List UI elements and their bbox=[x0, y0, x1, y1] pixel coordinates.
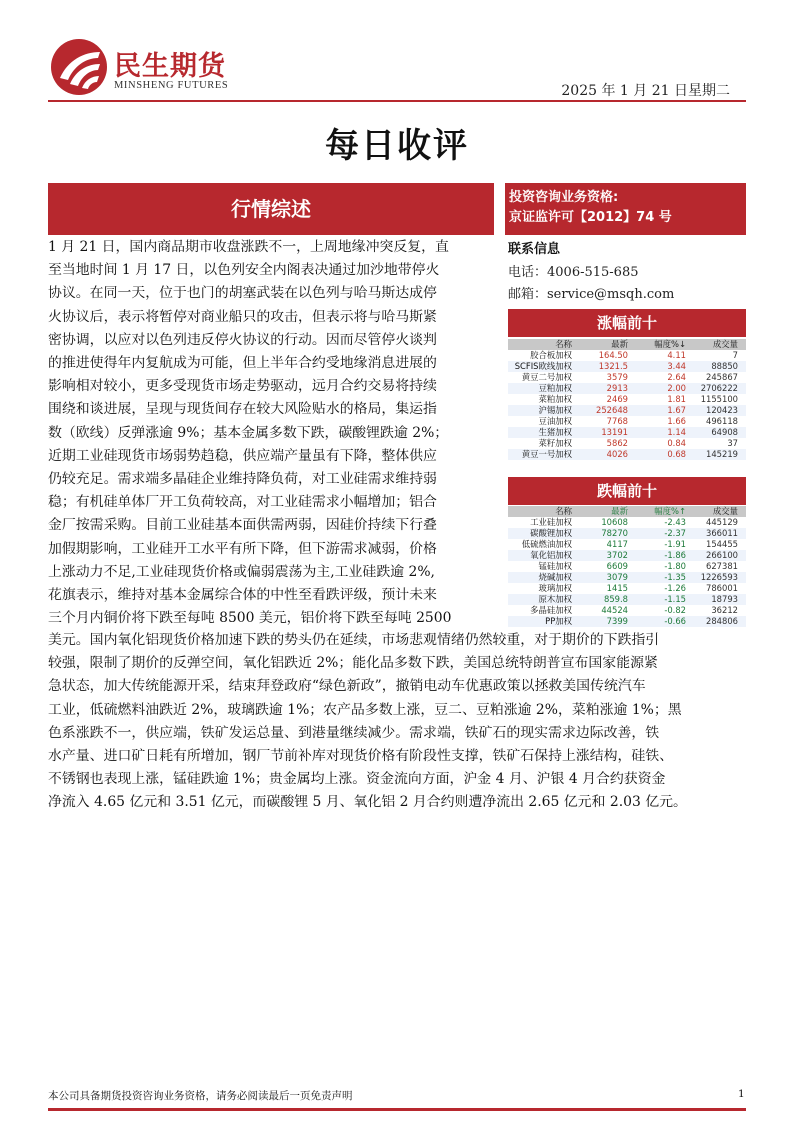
cell-name: 碳酸锂加权 bbox=[530, 528, 572, 538]
paragraph-line: 火协议后，表示将暂停对商业船只的攻击，但表示将与哈马斯紧 bbox=[48, 308, 437, 325]
minsheng-logo-icon bbox=[50, 38, 108, 96]
contact-email[interactable]: 邮箱：service@msqh.com bbox=[508, 287, 675, 302]
cell-change: -2.43 bbox=[664, 517, 686, 527]
paragraph-line: 协议。在同一天，位于也门的胡塞武装在以色列与哈马斯达成停 bbox=[48, 285, 437, 302]
table-row bbox=[508, 383, 746, 394]
cell-volume: 266100 bbox=[706, 550, 738, 560]
table-row bbox=[508, 561, 746, 572]
cell-name: 菜籽加权 bbox=[538, 438, 572, 448]
cell-latest: 10608 bbox=[601, 517, 628, 527]
cell-volume: 145219 bbox=[706, 449, 738, 459]
column-header-name: 名称 bbox=[555, 506, 572, 516]
cell-volume: 154455 bbox=[706, 539, 738, 549]
footer-disclaimer: 本公司具备期货投资咨询业务资格，请务必阅读最后一页免责声明 bbox=[48, 1090, 353, 1102]
paragraph-line: 三个月内铜价将下跌至每吨 8500 美元，铝价将下跌至每吨 2500 bbox=[48, 610, 452, 627]
cell-volume: 120423 bbox=[706, 405, 738, 415]
paragraph-line: 不锈钢也表现上涨，锰硅跌逾 1%；贵金属均上涨。资金流向方面，沪金 4 月、沪银 4 月合约获资金 bbox=[48, 771, 666, 788]
cell-change: 1.66 bbox=[667, 416, 686, 426]
table-row bbox=[508, 605, 746, 616]
page-title: 每日收评 bbox=[325, 126, 469, 166]
cell-volume: 18793 bbox=[711, 594, 738, 604]
paragraph-line: 影响相对较小，更多受现货市场走势驱动，远月合约交易将持续 bbox=[48, 378, 437, 395]
top-losers-table bbox=[508, 506, 746, 627]
cell-volume: 7 bbox=[732, 350, 738, 360]
cell-latest: 5862 bbox=[606, 438, 628, 448]
cell-volume: 366011 bbox=[706, 528, 738, 538]
cell-volume: 2706222 bbox=[700, 383, 738, 393]
table-row bbox=[508, 372, 746, 383]
top-gainers-table bbox=[508, 339, 746, 463]
cell-volume: 627381 bbox=[706, 561, 738, 571]
column-header-change[interactable]: 幅度%↑ bbox=[654, 506, 686, 516]
cell-change: 1.81 bbox=[667, 394, 686, 404]
cell-change: -1.80 bbox=[664, 561, 686, 571]
cell-name: 工业硅加权 bbox=[530, 517, 572, 527]
paragraph-line: 色系涨跌不一，供应端，铁矿发运总量、到港量继续减少。需求端，铁矿石的现实需求边际改善，铁 bbox=[48, 724, 660, 741]
cell-name: 生猪加权 bbox=[538, 427, 572, 437]
cell-change: -1.26 bbox=[664, 583, 686, 593]
table-row bbox=[508, 438, 746, 449]
cell-change: 2.64 bbox=[667, 372, 686, 382]
table-row bbox=[508, 528, 746, 539]
cell-change: 1.67 bbox=[667, 405, 686, 415]
table-row bbox=[508, 572, 746, 583]
cell-name: SCFIS欧线加权 bbox=[514, 361, 572, 371]
cell-change: 2.00 bbox=[667, 383, 686, 393]
cell-latest: 2913 bbox=[606, 383, 628, 393]
cell-volume: 786001 bbox=[706, 583, 738, 593]
cell-change: -1.15 bbox=[664, 594, 686, 604]
cell-latest: 2469 bbox=[606, 394, 628, 404]
footer-divider bbox=[48, 1108, 746, 1111]
cell-latest: 4117 bbox=[606, 539, 628, 549]
cell-change: 1.14 bbox=[667, 427, 686, 437]
column-header-name: 名称 bbox=[555, 339, 572, 349]
column-header-volume: 成交量 bbox=[712, 506, 738, 516]
cell-change: -0.66 bbox=[664, 616, 686, 626]
cell-volume: 496118 bbox=[706, 416, 738, 426]
paragraph-line: 1 月 21 日，国内商品期市收盘涨跌不一，上周地缘冲突反复，直 bbox=[48, 239, 449, 255]
table-row bbox=[508, 616, 746, 627]
cell-latest: 4026 bbox=[606, 449, 628, 459]
cell-name: 锰硅加权 bbox=[538, 561, 572, 571]
cell-latest: 252648 bbox=[596, 405, 628, 415]
cell-latest: 3579 bbox=[606, 372, 628, 382]
contact-phone: 电话：4006-515-685 bbox=[508, 265, 639, 280]
market-summary-paragraph bbox=[48, 236, 496, 630]
cell-latest: 3079 bbox=[606, 572, 628, 582]
table-row bbox=[508, 350, 746, 361]
top-losers-title: 跌幅前十 bbox=[508, 477, 746, 505]
paragraph-line: 花旗表示，维持对基本金属综合体的中性至看跌评级，预计未来 bbox=[48, 587, 437, 604]
cell-name: 豆粕加权 bbox=[538, 383, 572, 393]
paragraph-line: 急状态，加大传统能源开采，结束拜登政府“绿色新政”，撤销电动车优惠政策以拯救美国传统汽车 bbox=[48, 678, 646, 695]
cell-latest: 44524 bbox=[601, 605, 628, 615]
cell-change: 0.84 bbox=[667, 438, 686, 448]
table-row bbox=[508, 539, 746, 550]
cell-latest: 1415 bbox=[606, 583, 628, 593]
cell-name: 烧碱加权 bbox=[538, 572, 572, 582]
paragraph-line: 稳；有机硅单体厂开工负荷较高，对工业硅需求小幅增加；铝合 bbox=[48, 494, 437, 511]
cell-latest: 3702 bbox=[606, 550, 628, 560]
paragraph-line: 美元。国内氧化铝现货价格加速下跌的势头仍在延续，市场悲观情绪仍然较重，对于期价的下跌指引 bbox=[48, 632, 660, 648]
paragraph-line: 金厂按需采购。目前工业硅基本面供需两弱，因硅价持续下行叠 bbox=[48, 517, 437, 534]
paragraph-line: 数（欧线）反弹涨逾 9%；基本金属多数下跌，碳酸锂跌逾 2%； bbox=[48, 424, 449, 441]
table-header-row bbox=[508, 339, 746, 350]
paragraph-line: 水产量、进口矿日耗有所增加，钢厂节前补库对现货价格有阶段性支撑，铁矿石保持上涨结构，硅铁、 bbox=[48, 748, 674, 765]
table-row bbox=[508, 394, 746, 405]
report-date: 2025 年 1 月 21 日星期二 bbox=[561, 83, 730, 99]
paragraph-line: 近期工业硅现货市场弱势趋稳，供应端产量虽有下降，整体供应 bbox=[48, 447, 437, 464]
license-number: 京证监许可【2012】74 号 bbox=[509, 210, 672, 225]
column-header-change[interactable]: 幅度%↓ bbox=[654, 339, 686, 349]
qualification-label: 投资咨询业务资格: bbox=[509, 190, 619, 205]
cell-volume: 445129 bbox=[706, 517, 738, 527]
cell-name: 沪锡加权 bbox=[538, 405, 572, 415]
cell-latest: 1321.5 bbox=[598, 361, 628, 371]
cell-volume: 245867 bbox=[706, 372, 738, 382]
market-summary-paragraph-continued bbox=[48, 629, 746, 815]
cell-change: 3.44 bbox=[667, 361, 686, 371]
cell-latest: 859.8 bbox=[604, 594, 628, 604]
column-header-latest: 最新 bbox=[611, 506, 628, 516]
cell-volume: 37 bbox=[727, 438, 738, 448]
qualification-box bbox=[505, 183, 746, 235]
cell-name: 氧化铝加权 bbox=[530, 550, 572, 560]
column-header-latest: 最新 bbox=[611, 339, 628, 349]
cell-latest: 164.50 bbox=[598, 350, 628, 360]
cell-change: -2.37 bbox=[664, 528, 686, 538]
cell-latest: 13191 bbox=[601, 427, 628, 437]
cell-name: 胶合板加权 bbox=[530, 350, 572, 360]
column-header-volume: 成交量 bbox=[712, 339, 738, 349]
cell-name: 豆油加权 bbox=[538, 416, 572, 426]
header-divider bbox=[48, 100, 746, 102]
paragraph-line: 至当地时间 1 月 17 日，以色列安全内阁表决通过加沙地带停火 bbox=[48, 262, 440, 279]
table-row bbox=[508, 517, 746, 528]
table-row bbox=[508, 427, 746, 438]
page-number: 1 bbox=[738, 1088, 745, 1100]
cell-change: 0.68 bbox=[667, 449, 686, 459]
table-row bbox=[508, 583, 746, 594]
brand-name-cn: 民生期货 bbox=[114, 51, 226, 82]
paragraph-line: 上涨动力不足,工业硅现货价格或偏弱震荡为主,工业硅跌逾 2%, bbox=[48, 563, 435, 580]
section-banner-market-overview: 行情综述 bbox=[48, 183, 494, 235]
cell-name: 低硫燃油加权 bbox=[521, 539, 572, 549]
paragraph-line: 围绕和谈进展，呈现与现货间存在较大风险贴水的格局，集运指 bbox=[48, 401, 437, 418]
table-row bbox=[508, 405, 746, 416]
cell-change: -1.91 bbox=[664, 539, 686, 549]
paragraph-line: 仍较充足。需求端多晶硅企业维持降负荷，对工业硅需求维持弱 bbox=[48, 471, 437, 488]
cell-name: 玻璃加权 bbox=[538, 583, 572, 593]
cell-volume: 88850 bbox=[711, 361, 738, 371]
cell-change: -1.35 bbox=[664, 572, 686, 582]
cell-volume: 284806 bbox=[706, 616, 738, 626]
cell-latest: 6609 bbox=[606, 561, 628, 571]
table-row bbox=[508, 594, 746, 605]
paragraph-line: 密协调，以应对以色列违反停火协议的行动。因而尽管停火谈判 bbox=[48, 331, 437, 348]
table-row bbox=[508, 449, 746, 460]
cell-latest: 78270 bbox=[601, 528, 628, 538]
cell-latest: 7399 bbox=[606, 616, 628, 626]
cell-change: -1.86 bbox=[664, 550, 686, 560]
cell-latest: 7768 bbox=[606, 416, 628, 426]
cell-change: -0.82 bbox=[664, 605, 686, 615]
cell-volume: 1155100 bbox=[700, 394, 738, 404]
brand-name-en: MINSHENG FUTURES bbox=[114, 80, 229, 91]
top-gainers-title: 涨幅前十 bbox=[508, 309, 746, 337]
paragraph-line: 加假期影响，工业硅开工水平有所下降，但下游需求减弱，价格 bbox=[48, 540, 437, 557]
cell-volume: 64908 bbox=[711, 427, 738, 437]
table-header-row bbox=[508, 506, 746, 517]
cell-name: 菜粕加权 bbox=[538, 394, 572, 404]
cell-name: PP加权 bbox=[545, 616, 572, 626]
cell-volume: 1226593 bbox=[700, 572, 738, 582]
table-row bbox=[508, 416, 746, 427]
table-row bbox=[508, 550, 746, 561]
cell-name: 多晶硅加权 bbox=[530, 605, 572, 615]
table-row bbox=[508, 361, 746, 372]
cell-name: 原木加权 bbox=[538, 594, 572, 604]
paragraph-line: 的推进使得年内复航成为可能，但上半年合约受地缘消息进展的 bbox=[48, 355, 437, 372]
paragraph-line: 较强，限制了期价的反弹空间，氧化铝跌近 2%；能化品多数下跌，美国总统特朗普宣布国家能源紧 bbox=[48, 655, 658, 672]
cell-name: 黄豆一号加权 bbox=[521, 449, 572, 459]
paragraph-line: 净流入 4.65 亿元和 3.51 亿元，而碳酸锂 5 月、氧化铝 2 月合约则遭净流出 2.65 亿元和 2.03 亿元。 bbox=[48, 794, 687, 811]
cell-name: 黄豆二号加权 bbox=[521, 372, 572, 382]
cell-volume: 36212 bbox=[711, 605, 738, 615]
contact-title: 联系信息 bbox=[508, 242, 561, 257]
cell-change: 4.11 bbox=[667, 350, 686, 360]
paragraph-line: 工业，低硫燃料油跌近 2%，玻璃跌逾 1%；农产品多数上涨，豆二、豆粕涨逾 2%，菜粕涨逾 1%；黑 bbox=[48, 701, 682, 718]
